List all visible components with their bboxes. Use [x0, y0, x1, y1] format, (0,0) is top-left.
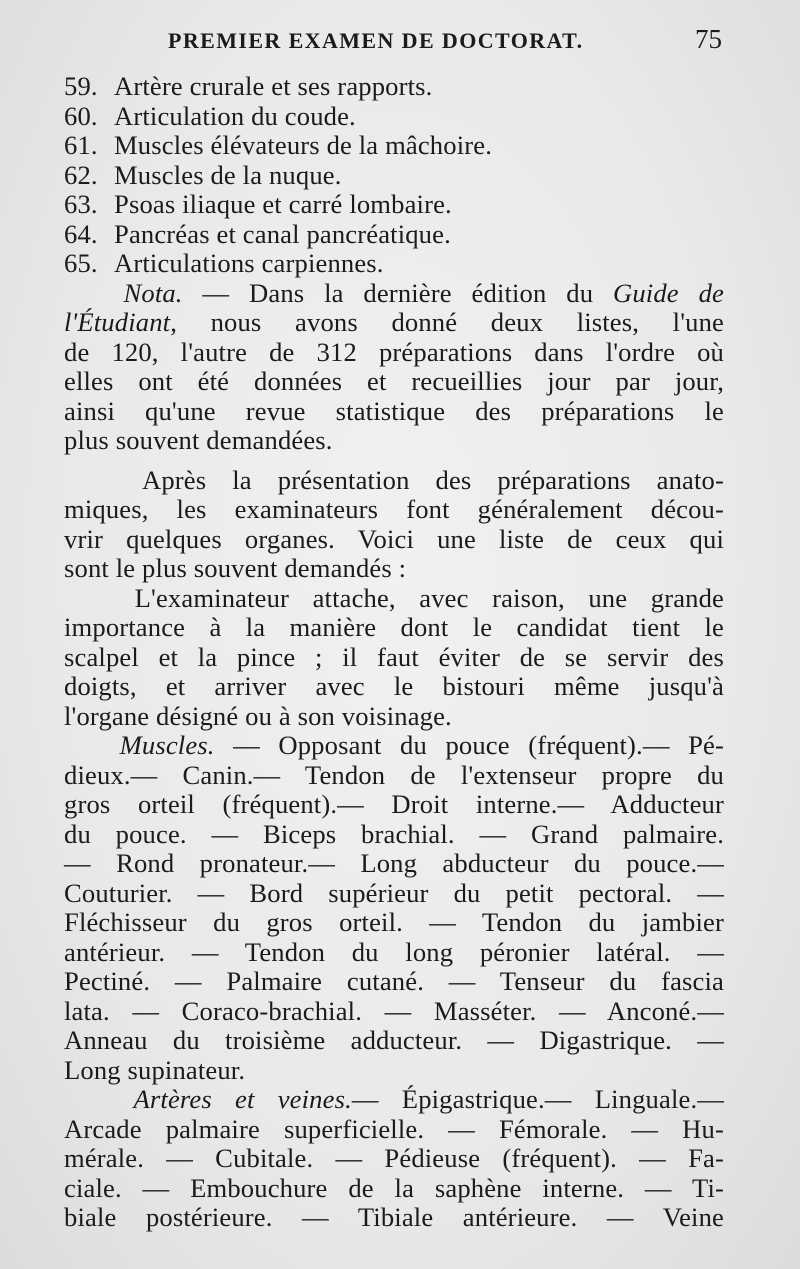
running-head	[0, 24, 800, 60]
list-item	[64, 72, 724, 102]
muscles-label: Muscles.	[119, 730, 215, 760]
list-item-number: 61.	[64, 130, 98, 160]
muscles-line: Fléchisseur du gros orteil. — Tendon du jambier	[64, 907, 724, 937]
list-item-number: 60.	[64, 100, 98, 131]
nota-line: ainsi qu'une revue statistique des préparations le	[64, 395, 724, 426]
list-item-text: Pancréas et canal pancréatique.	[114, 218, 451, 249]
nota-text: — Dans la dernière édition du	[182, 277, 613, 308]
nota-line: plus souvent demandées.	[64, 425, 333, 455]
muscles-line: Anneau du troisième adducteur. — Digastrique. —	[64, 1025, 724, 1055]
list-item	[64, 249, 724, 279]
muscles-line: dieux.— Canin.— Tendon de l'extenseur propre du	[64, 759, 724, 790]
list-item-number: 65.	[64, 248, 98, 278]
paragraph-line: l'organe désigné ou à son voisinage.	[64, 700, 452, 731]
muscles-text: — Opposant du pouce (fréquent).— Pé-	[214, 730, 724, 760]
arteres-text: — Épigastrique.— Linguale.—	[351, 1084, 724, 1114]
nota-line	[64, 308, 724, 338]
nota-line: elles ont été données et recueillies jour par jour,	[64, 366, 724, 396]
list-item	[64, 131, 724, 161]
paragraph-line: miques, les examinateurs font généralement décou-	[64, 494, 724, 524]
muscles-line: lata. — Coraco-brachial. — Masséter. — Anconé.—	[64, 995, 724, 1026]
muscles-line: gros orteil (fréquent).— Droit interne.— Adducteur	[64, 789, 724, 819]
nota-line: de 120, l'autre de 312 préparations dans l'ordre où	[64, 336, 724, 367]
list-item-text: Muscles de la nuque.	[114, 159, 342, 190]
paragraph-line: scalpel et la pince ; il faut éviter de se servir des	[64, 641, 724, 672]
list-item	[64, 102, 724, 132]
paragraph-line	[64, 466, 724, 496]
list-item-text: Psoas iliaque et carré lombaire.	[114, 189, 452, 219]
list-item	[64, 220, 724, 250]
page-body	[64, 72, 724, 1233]
paragraph-line: sont le plus souvent demandés :	[64, 553, 407, 583]
nota-line	[64, 279, 724, 309]
list-item	[64, 161, 724, 191]
arteres-line: biale postérieure. — Tibiale antérieure. — Veine	[64, 1202, 724, 1232]
muscles-line: du pouce. — Biceps brachial. — Grand palmaire.	[64, 818, 724, 849]
guide-title-part2: l'Étudiant	[64, 307, 171, 337]
paragraph-text: L'examinateur attache, avec raison, une grande	[134, 582, 724, 613]
muscles-line: Couturier. — Bord supérieur du petit pectoral. —	[64, 877, 724, 908]
list-item-number: 64.	[64, 218, 98, 249]
guide-title-part1: Guide de	[613, 277, 724, 308]
arteres-label: Artères et veines.	[133, 1084, 352, 1114]
paragraph-line: vrir quelques organes. Voici une liste de ceux qui	[64, 523, 724, 554]
muscles-line: — Rond pronateur.— Long abducteur du pouce.—	[64, 848, 724, 878]
list-item-text: Articulation du coude.	[114, 100, 356, 131]
muscles-line: Pectiné. — Palmaire cutané. — Tenseur du fascia	[64, 966, 724, 996]
arteres-line	[64, 1085, 724, 1115]
arteres-line: ciale. — Embouchure de la saphène interne. — Ti-	[64, 1172, 724, 1203]
list-item-number: 62.	[64, 159, 98, 190]
list-item-text: Muscles élévateurs de la mâchoire.	[114, 130, 492, 160]
paragraph-text: Après la présentation des préparations anato-	[142, 464, 724, 495]
arteres-line: Arcade palmaire superficielle. — Fémorale. — Hu-	[64, 1113, 724, 1144]
running-title: PREMIER EXAMEN DE DOCTORAT.	[168, 28, 584, 53]
list-item-text: Articulations carpiennes.	[114, 248, 384, 278]
arteres-line: mérale. — Cubitale. — Pédieuse (fréquent). — Fa-	[64, 1143, 724, 1173]
list-item	[64, 190, 724, 220]
muscles-line: antérieur. — Tendon du long péronier latéral. —	[64, 936, 724, 967]
list-item-text: Artère crurale et ses rapports.	[114, 71, 433, 101]
list-item-number: 59.	[64, 71, 98, 101]
muscles-line	[64, 731, 724, 761]
paragraph-line: doigts, et arriver avec le bistouri même jusqu'à	[64, 671, 724, 701]
paragraph-line: importance à la manière dont le candidat tient le	[64, 612, 724, 642]
muscles-line: Long supinateur.	[64, 1054, 246, 1085]
paragraph-line	[64, 584, 724, 614]
nota-label: Nota.	[123, 277, 183, 308]
list-item-number: 63.	[64, 189, 98, 219]
page-number: 75	[695, 24, 722, 54]
nota-text: , nous avons donné deux listes, l'une	[170, 307, 724, 337]
